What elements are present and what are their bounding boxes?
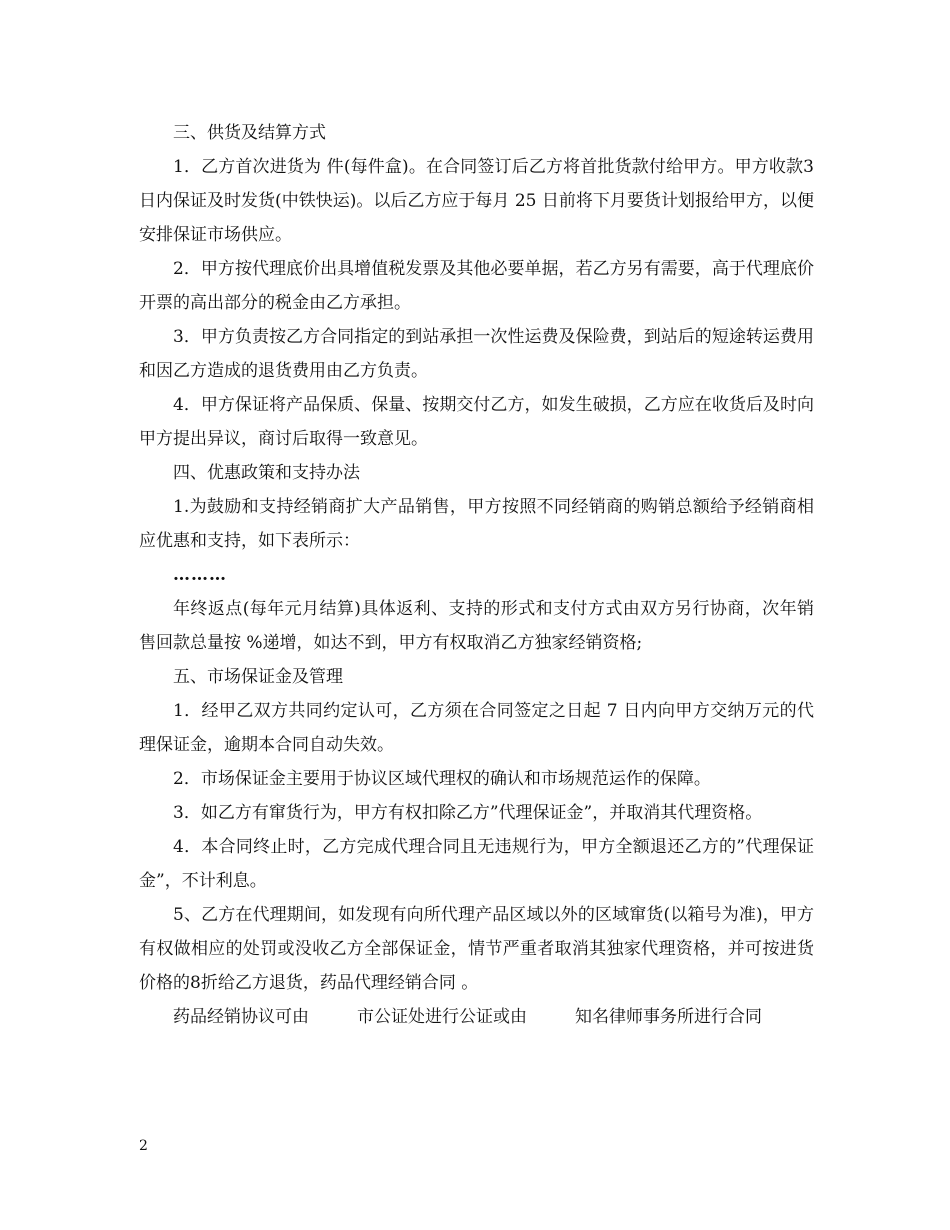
- clause-paragraph: 4．甲方保证将产品保质、保量、按期交付乙方，如发生破损，乙方应在收货后及时向甲方提出异议，商讨后取得一致意见。: [139, 395, 814, 449]
- clause-paragraph: 年终返点(每年元月结算)具体返利、支持的形式和支付方式由双方另行协商，次年销售回款总量按 %递增，如达不到，甲方有权取消乙方独家经销资格;: [139, 599, 814, 653]
- section-heading-supply-settlement: 三、供货及结算方式: [173, 123, 326, 143]
- clause-paragraph: 3．甲方负责按乙方合同指定的到站承担一次性运费及保险费，到站后的短途转运费用和因乙方造成的退货费用由乙方负责。: [139, 327, 814, 381]
- clause-paragraph: 1．经甲乙双方共同约定认可，乙方须在合同签定之日起 7 日内向甲方交纳万元的代理保证金，逾期本合同自动失效。: [139, 701, 814, 755]
- section-heading-deposit: 五、市场保证金及管理: [173, 667, 343, 687]
- ellipsis-marker: ………: [173, 565, 227, 585]
- section-heading-incentives: 四、优惠政策和支持办法: [173, 463, 360, 483]
- document-body: [139, 116, 814, 1034]
- clause-paragraph: 2．市场保证金主要用于协议区域代理权的确认和市场规范运作的保障。: [173, 769, 711, 789]
- clause-paragraph: 4．本合同终止时，乙方完成代理合同且无违规行为，甲方全额退还乙方的”代理保证金”，不计利息。: [139, 837, 814, 891]
- clause-paragraph: 1．乙方首次进货为 件(每件盒)。在合同签订后乙方将首批货款付给甲方。甲方收款3日内保证及时发货(中铁快运)。以后乙方应于每月 25 日前将下月要货计划报给甲方，以便安排保证市场供应。: [139, 157, 814, 245]
- notarization-line: [139, 1000, 814, 1034]
- page-number: 2: [139, 1138, 148, 1154]
- clause-paragraph: 1.为鼓励和支持经销商扩大产品销售，甲方按照不同经销商的购销总额给予经销商相应优惠和支持，如下表所示：: [139, 497, 814, 551]
- clause-paragraph: 3．如乙方有窜货行为，甲方有权扣除乙方”代理保证金”，并取消其代理资格。: [173, 803, 763, 823]
- clause-paragraph: 2．甲方按代理底价出具增值税发票及其他必要单据，若乙方另有需要，高于代理底价开票的高出部分的税金由乙方承担。: [139, 259, 814, 313]
- notarization-text-3: 知名律师事务所进行合同: [575, 1007, 762, 1027]
- clause-paragraph: 5、乙方在代理期间，如发现有向所代理产品区域以外的区域窜货(以箱号为准)，甲方有权做相应的处罚或没收乙方全部保证金，情节严重者取消其独家代理资格，并可按进货价格的8折给乙方退货，药品代理经销合同 。: [139, 905, 814, 993]
- notarization-text-2: 市公证处进行公证或由: [357, 1007, 527, 1027]
- notarization-text-1: 药品经销协议可由: [173, 1007, 309, 1027]
